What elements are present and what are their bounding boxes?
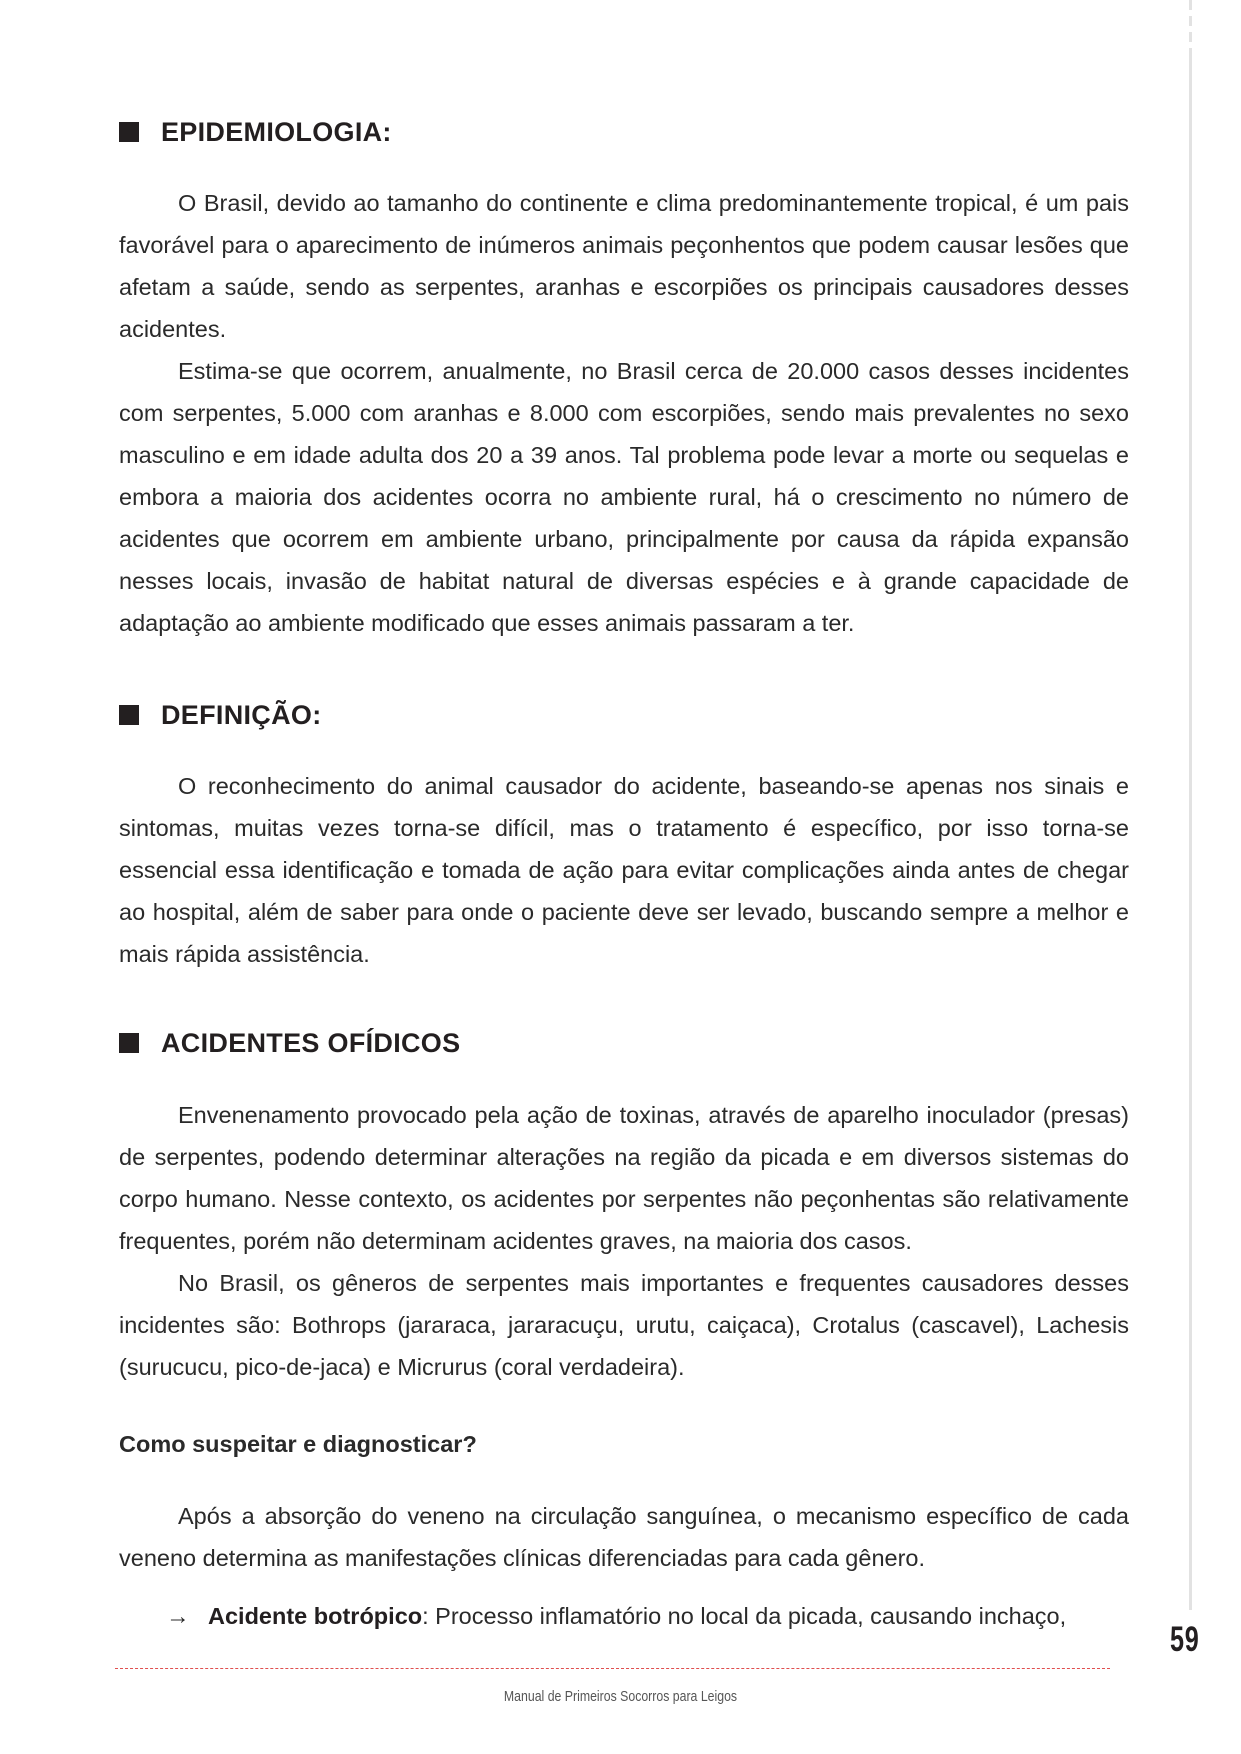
section-heading-text: EPIDEMIOLOGIA: xyxy=(161,116,392,147)
paragraph: No Brasil, os gêneros de serpentes mais importantes e frequentes causadores desses incidentes são: Bothrops (jararaca, jararacuçu, urutu, caiçaca), Crotalus (cascavel), Lachesis (surucucu, pico-de-jaca) e Micrurus (coral verdadeira). xyxy=(119,1270,1129,1380)
square-bullet-icon xyxy=(119,705,139,725)
bullet-item xyxy=(119,1595,1129,1637)
footer-title: Manual de Primeiros Socorros para Leigos xyxy=(503,1688,738,1705)
square-bullet-icon xyxy=(119,1033,139,1053)
page-number: 59 xyxy=(1170,1620,1200,1659)
subheading: Como suspeitar e diagnosticar? xyxy=(119,1431,477,1457)
section-heading-text: ACIDENTES OFÍDICOS xyxy=(161,1027,461,1058)
paragraph: O reconhecimento do animal causador do acidente, baseando-se apenas nos sinais e sintomas, muitas vezes torna-se difícil, mas o tratamento é específico, por isso torna-se essencial essa identificação e tomada de ação para evitar complicações ainda antes de chegar ao hospital, além de saber para onde o paciente deve ser levado, buscando sempre a melhor e mais rápida assistência. xyxy=(119,773,1129,967)
margin-rule-top-dashed xyxy=(1189,0,1192,52)
section-heading-text: DEFINIÇÃO: xyxy=(161,699,322,730)
paragraph: Após a absorção do veneno na circulação sanguínea, o mecanismo específico de cada veneno determina as manifestações clínicas diferenciadas para cada gênero. xyxy=(119,1503,1129,1571)
section-heading-acidentes-ofidicos xyxy=(119,1023,1129,1063)
bullet-text xyxy=(208,1595,1129,1637)
paragraph: Estima-se que ocorrem, anualmente, no Brasil cerca de 20.000 casos desses incidentes com serpentes, 5.000 com aranhas e 8.000 com escorpiões, sendo mais prevalentes no sexo masculino e em idade adulta dos 20 a 39 anos. Tal problema pode levar a morte ou sequelas e embora a maioria dos acidentes ocorra no ambiente rural, há o crescimento no número de acidentes que ocorrem em ambiente urbano, principalmente por causa da rápida expansão nesses locais, invasão de habitat natural de diversas espécies e à grande capacidade de adaptação ao ambiente modificado que esses animais passaram a ter. xyxy=(119,358,1129,636)
arrow-right-icon: → xyxy=(166,1603,190,1629)
page-content xyxy=(119,112,1129,1637)
margin-rule xyxy=(1189,52,1192,1602)
section-heading-epidemiologia xyxy=(119,112,1129,152)
margin-rule-bottom-dashed xyxy=(1189,1570,1192,1610)
bullet-term: Acidente botrópico xyxy=(208,1603,423,1629)
section-heading-definicao xyxy=(119,695,1129,735)
paragraph: Envenenamento provocado pela ação de toxinas, através de aparelho inoculador (presas) de serpentes, podendo determinar alterações na região da picada e em diversos sistemas do corpo humano. Nesse contexto, os acidentes por serpentes não peçonhentas são relativamente frequentes, porém não determinam acidentes graves, na maioria dos casos. xyxy=(119,1102,1129,1254)
paragraph: O Brasil, devido ao tamanho do continente e clima predominantemente tropical, é um pais favorável para o aparecimento de inúmeros animais peçonhentos que podem causar lesões que afetam a saúde, sendo as serpentes, aranhas e escorpiões os principais causadores desses acidentes. xyxy=(119,190,1129,342)
footer-divider xyxy=(115,1668,1110,1669)
square-bullet-icon xyxy=(119,122,139,142)
bullet-description: : Processo inflamatório no local da picada, causando inchaço, xyxy=(422,1603,1067,1629)
